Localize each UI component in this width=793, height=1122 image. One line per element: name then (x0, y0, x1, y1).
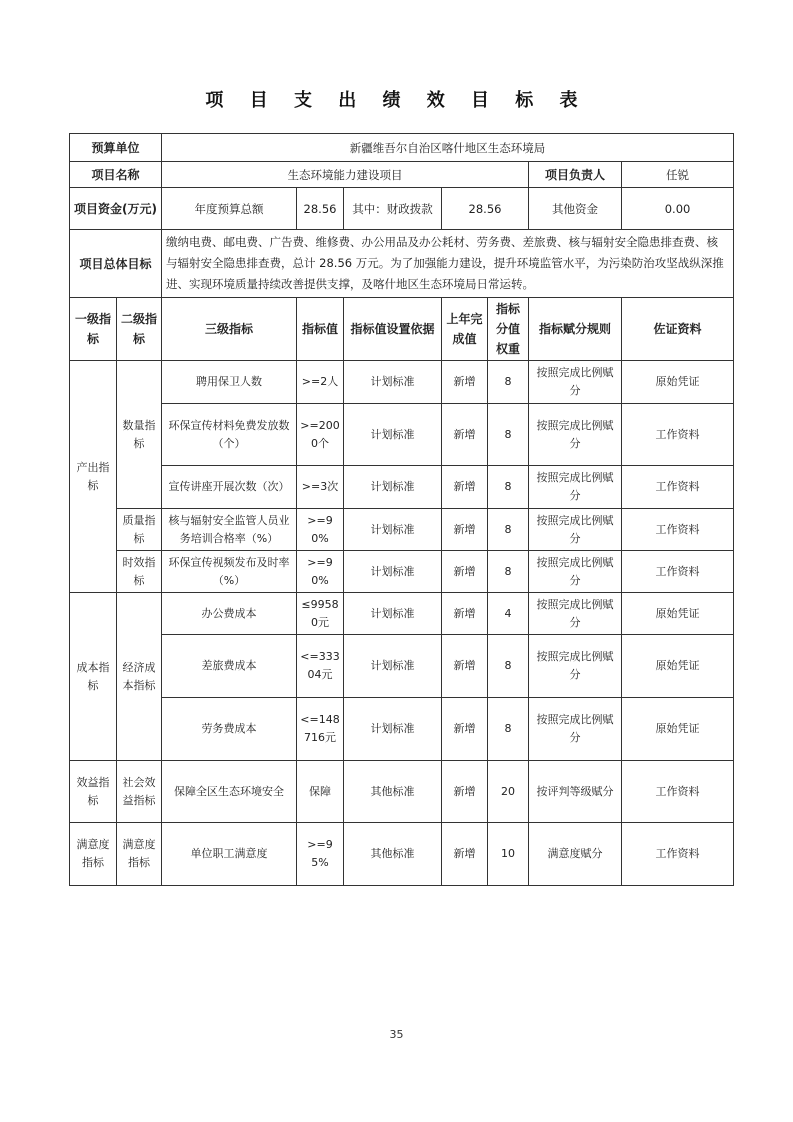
row-value: 保障 (297, 761, 344, 823)
row-value: >=3次 (297, 466, 344, 509)
row-value: ≤99580元 (297, 593, 344, 635)
table-row (70, 593, 734, 635)
row-basis: 计划标准 (344, 593, 442, 635)
overall-goal-text: 缴纳电费、邮电费、广告费、维修费、办公用品及办公耗材、劳务费、差旅费、核与辐射安全隐患排查费、核与辐射安全隐患排查费，总计 28.56 万元。为了加强能力建设，提升环境监管水平，为污染防治攻坚战纵深推进、实现环境质量持续改善提供支撑，及喀什地区生态环境局日常运转。 (162, 230, 734, 298)
row-basis: 其他标准 (344, 761, 442, 823)
row-rule: 按照完成比例赋分 (529, 509, 622, 551)
row-value: >=90% (297, 551, 344, 593)
table-row (70, 551, 734, 593)
row-evidence: 原始凭证 (622, 361, 734, 404)
row-name: 劳务费成本 (162, 698, 297, 761)
header-level3: 三级指标 (162, 298, 297, 361)
row-rule: 按照完成比例赋分 (529, 635, 622, 698)
header-basis: 指标值设置依据 (344, 298, 442, 361)
table-row (70, 761, 734, 823)
row-value: <=33304元 (297, 635, 344, 698)
row-previous: 新增 (442, 698, 488, 761)
row-weight: 8 (488, 466, 529, 509)
row-evidence: 工作资料 (622, 466, 734, 509)
level2-quantity: 数量指标 (117, 361, 162, 509)
header-indicator-value: 指标值 (297, 298, 344, 361)
header-level2: 二级指标 (117, 298, 162, 361)
other-funds-value: 0.00 (622, 188, 734, 230)
row-weight: 8 (488, 404, 529, 466)
other-funds-label: 其他资金 (529, 188, 622, 230)
row-rule: 按照完成比例赋分 (529, 466, 622, 509)
project-funds-label: 项目资金(万元) (70, 188, 162, 230)
row-rule: 按照完成比例赋分 (529, 404, 622, 466)
row-previous: 新增 (442, 509, 488, 551)
table-row (70, 404, 734, 466)
level1-cost: 成本指标 (70, 593, 117, 761)
row-value: <=148716元 (297, 698, 344, 761)
row-weight: 8 (488, 698, 529, 761)
project-funds-row (70, 188, 734, 230)
row-evidence: 原始凭证 (622, 593, 734, 635)
row-previous: 新增 (442, 466, 488, 509)
row-name: 环保宣传材料免费发放数（个） (162, 404, 297, 466)
row-value: >=90% (297, 509, 344, 551)
page-title: 项 目 支 出 绩 效 目 标 表 (205, 90, 588, 111)
row-basis: 计划标准 (344, 551, 442, 593)
level2-satisfaction: 满意度指标 (117, 823, 162, 886)
page-number: 35 (389, 1028, 404, 1041)
project-leader-value: 任锐 (622, 162, 734, 188)
level2-economic-cost: 经济成本指标 (117, 593, 162, 761)
row-weight: 20 (488, 761, 529, 823)
row-rule: 按照完成比例赋分 (529, 361, 622, 404)
row-previous: 新增 (442, 761, 488, 823)
row-basis: 其他标准 (344, 823, 442, 886)
row-name: 单位职工满意度 (162, 823, 297, 886)
fiscal-allocation-label: 其中：财政拨款 (344, 188, 442, 230)
row-previous: 新增 (442, 551, 488, 593)
header-evidence: 佐证资料 (622, 298, 734, 361)
project-name-row (70, 162, 734, 188)
table-row (70, 466, 734, 509)
row-name: 宣传讲座开展次数（次） (162, 466, 297, 509)
row-previous: 新增 (442, 404, 488, 466)
row-previous: 新增 (442, 593, 488, 635)
row-weight: 8 (488, 509, 529, 551)
level1-output: 产出指标 (70, 361, 117, 593)
annual-budget-value: 28.56 (297, 188, 344, 230)
row-evidence: 原始凭证 (622, 635, 734, 698)
annual-budget-label: 年度预算总额 (162, 188, 297, 230)
row-basis: 计划标准 (344, 509, 442, 551)
header-weight: 指标分值权重 (488, 298, 529, 361)
overall-goal-row (70, 230, 734, 298)
row-name: 保障全区生态环境安全 (162, 761, 297, 823)
row-previous: 新增 (442, 823, 488, 886)
row-basis: 计划标准 (344, 404, 442, 466)
level2-social-benefit: 社会效益指标 (117, 761, 162, 823)
row-rule: 按照完成比例赋分 (529, 698, 622, 761)
row-evidence: 原始凭证 (622, 698, 734, 761)
row-weight: 8 (488, 635, 529, 698)
row-value: >=2人 (297, 361, 344, 404)
row-evidence: 工作资料 (622, 509, 734, 551)
row-evidence: 工作资料 (622, 761, 734, 823)
row-weight: 10 (488, 823, 529, 886)
row-value: >=2000个 (297, 404, 344, 466)
row-weight: 4 (488, 593, 529, 635)
row-weight: 8 (488, 551, 529, 593)
level2-timeliness: 时效指标 (117, 551, 162, 593)
table-row (70, 509, 734, 551)
row-name: 核与辐射安全监管人员业务培训合格率（%） (162, 509, 297, 551)
project-leader-label: 项目负责人 (529, 162, 622, 188)
table-row (70, 361, 734, 404)
row-basis: 计划标准 (344, 466, 442, 509)
row-rule: 满意度赋分 (529, 823, 622, 886)
row-basis: 计划标准 (344, 698, 442, 761)
row-rule: 按照完成比例赋分 (529, 551, 622, 593)
overall-goal-label: 项目总体目标 (70, 230, 162, 298)
row-previous: 新增 (442, 635, 488, 698)
level1-benefit: 效益指标 (70, 761, 117, 823)
level2-quality: 质量指标 (117, 509, 162, 551)
project-name-label: 项目名称 (70, 162, 162, 188)
row-name: 环保宣传视频发布及时率（%） (162, 551, 297, 593)
table-row (70, 635, 734, 698)
table-row (70, 698, 734, 761)
row-weight: 8 (488, 361, 529, 404)
header-previous-value: 上年完成值 (442, 298, 488, 361)
header-level1: 一级指标 (70, 298, 117, 361)
row-rule: 按照完成比例赋分 (529, 593, 622, 635)
row-name: 聘用保卫人数 (162, 361, 297, 404)
table-row (70, 823, 734, 886)
row-previous: 新增 (442, 361, 488, 404)
project-name-value: 生态环境能力建设项目 (162, 162, 529, 188)
budget-unit-value: 新疆维吾尔自治区喀什地区生态环境局 (162, 134, 734, 162)
row-basis: 计划标准 (344, 635, 442, 698)
row-evidence: 工作资料 (622, 404, 734, 466)
indicator-header-row (70, 298, 734, 361)
row-name: 差旅费成本 (162, 635, 297, 698)
row-evidence: 工作资料 (622, 551, 734, 593)
row-basis: 计划标准 (344, 361, 442, 404)
row-name: 办公费成本 (162, 593, 297, 635)
row-rule: 按评判等级赋分 (529, 761, 622, 823)
row-evidence: 工作资料 (622, 823, 734, 886)
fiscal-allocation-value: 28.56 (442, 188, 529, 230)
performance-target-table (69, 133, 734, 886)
header-scoring-rule: 指标赋分规则 (529, 298, 622, 361)
level1-satisfaction: 满意度指标 (70, 823, 117, 886)
row-value: >=95% (297, 823, 344, 886)
budget-unit-row (70, 134, 734, 162)
budget-unit-label: 预算单位 (70, 134, 162, 162)
